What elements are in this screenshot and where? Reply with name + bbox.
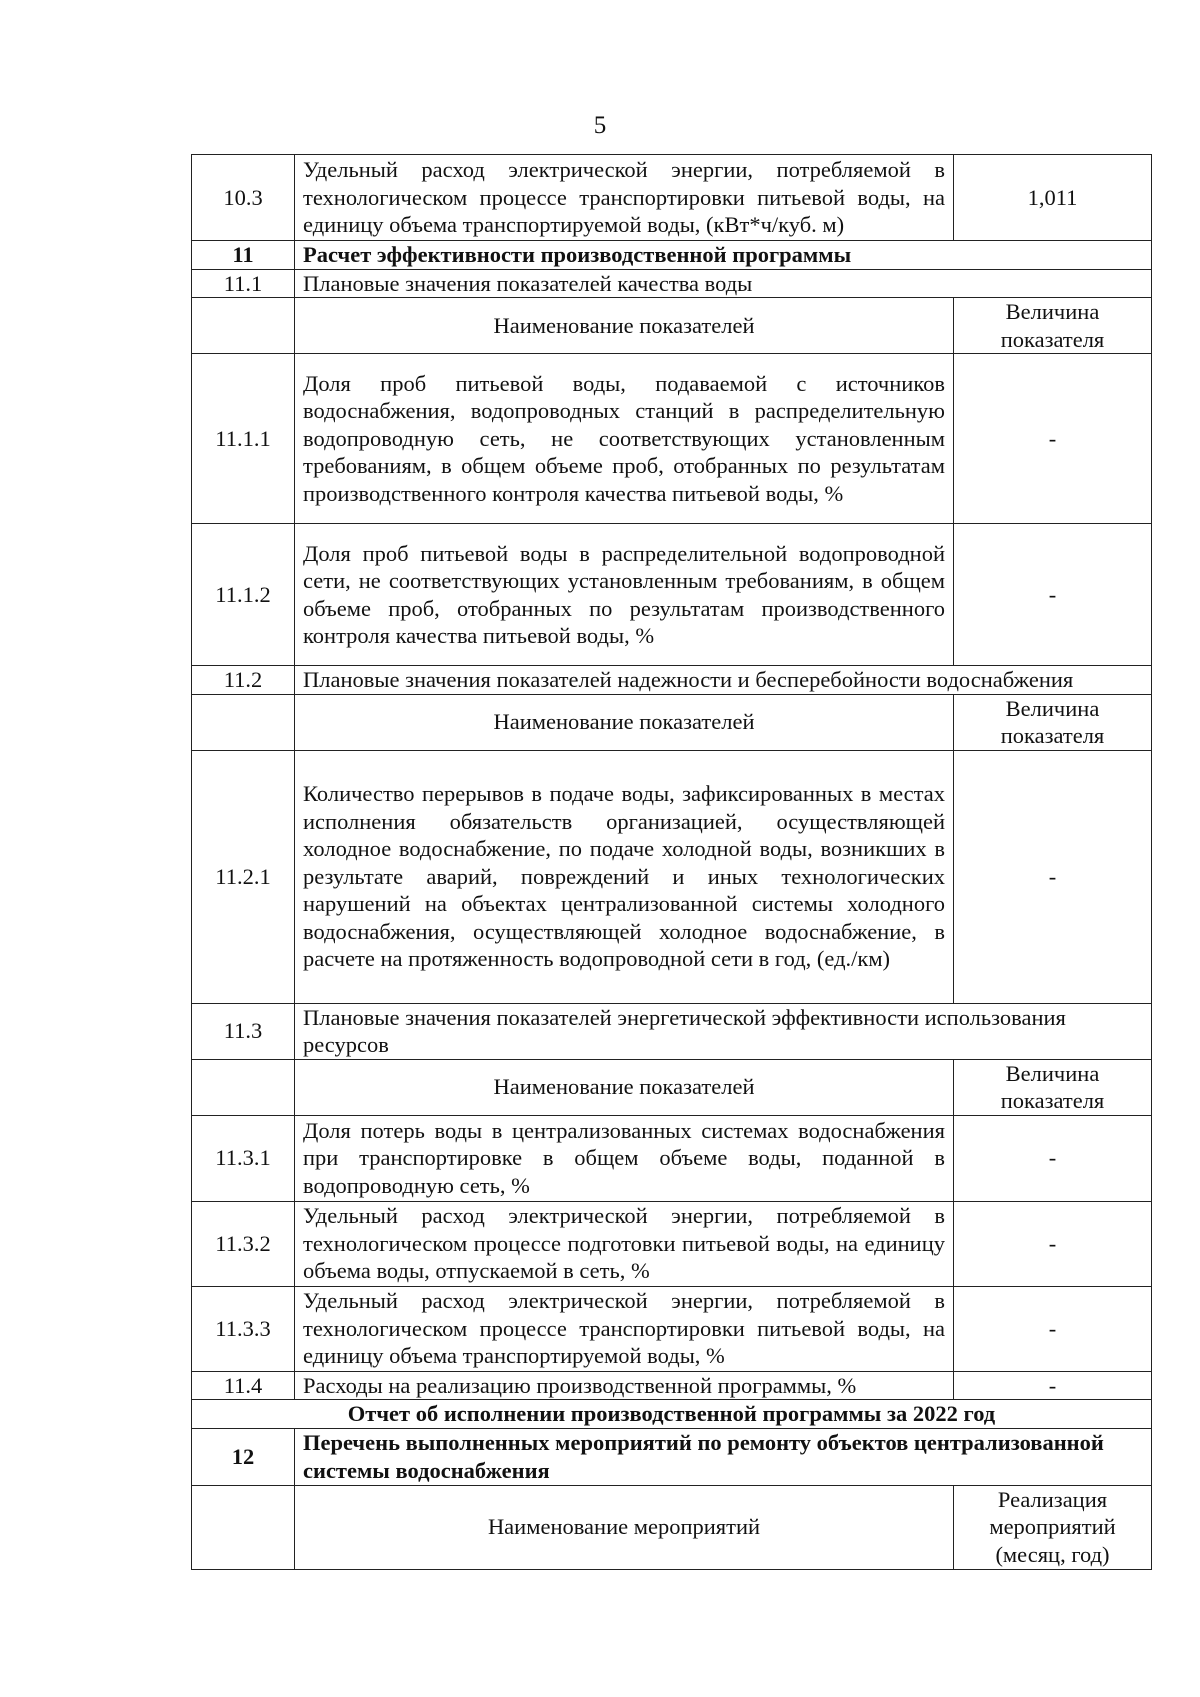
section-title: Расчет эффективности производственной программы bbox=[295, 241, 1152, 270]
row-text: Доля проб питьевой воды в распределительной водопроводной сети, не соответствующих установленным требованиям, в общем объеме проб, отобранных по результатам производственного контроля качества питьевой воды, % bbox=[295, 524, 954, 666]
table-row bbox=[192, 750, 1152, 1003]
header-row bbox=[192, 1485, 1152, 1569]
table-row bbox=[192, 155, 1152, 241]
row-number: 11.2.1 bbox=[192, 750, 295, 1003]
subsection-row bbox=[192, 269, 1152, 298]
table-row bbox=[192, 354, 1152, 524]
row-value: - bbox=[954, 1115, 1152, 1201]
report-heading: Отчет об исполнении производственной программы за 2022 год bbox=[192, 1400, 1152, 1429]
row-number: 11.3 bbox=[192, 1003, 295, 1059]
report-heading-row bbox=[192, 1400, 1152, 1429]
table-row bbox=[192, 1371, 1152, 1400]
column-header-name: Наименование показателей bbox=[295, 694, 954, 750]
row-value: 1,011 bbox=[954, 155, 1152, 241]
row-number: 11.3.3 bbox=[192, 1286, 295, 1371]
row-number: 11.1 bbox=[192, 269, 295, 298]
row-number: 11.1.2 bbox=[192, 524, 295, 666]
row-text: Количество перерывов в подаче воды, зафиксированных в местах исполнения обязательств организацией, осуществляющей холодное водоснабжение, по подаче холодной воды, возникших в результате аварий, повреждений и иных технологических нарушений на объектах централизованной системы холодного водоснабжения, осуществляющей холодное водоснабжение, в расчете на протяженность водопроводной сети в год, (ед./км) bbox=[295, 750, 954, 1003]
row-number: 11.4 bbox=[192, 1371, 295, 1400]
row-number: 11.3.1 bbox=[192, 1115, 295, 1201]
table-row bbox=[192, 1115, 1152, 1201]
row-text: Доля потерь воды в централизованных системах водоснабжения при транспортировке в общем объеме воды, поданной в водопроводную сеть, % bbox=[295, 1115, 954, 1201]
row-number: 12 bbox=[192, 1428, 295, 1485]
indicators-table bbox=[191, 154, 1152, 1570]
column-header-value: Величина показателя bbox=[954, 694, 1152, 750]
row-text: Удельный расход электрической энергии, потребляемой в технологическом процессе транспортировки питьевой воды, на единицу объема транспортируемой воды, (кВт*ч/куб. м) bbox=[295, 155, 954, 241]
row-value: - bbox=[954, 750, 1152, 1003]
column-header-value: Величина показателя bbox=[954, 298, 1152, 354]
row-text: Удельный расход электрической энергии, потребляемой в технологическом процессе транспортировки питьевой воды, на единицу объема транспортируемой воды, % bbox=[295, 1286, 954, 1371]
row-text: Доля проб питьевой воды, подаваемой с источников водоснабжения, водопроводных станций в распределительную водопроводную сеть, не соответствующих установленным требованиям, в общем объеме проб, отобранных по результатам производственного контроля качества питьевой воды, % bbox=[295, 354, 954, 524]
subsection-row bbox=[192, 666, 1152, 695]
header-row bbox=[192, 298, 1152, 354]
section-row bbox=[192, 241, 1152, 270]
row-value: - bbox=[954, 1201, 1152, 1286]
table-row bbox=[192, 1201, 1152, 1286]
table-row bbox=[192, 524, 1152, 666]
column-header-value: Реализация мероприятий (месяц, год) bbox=[954, 1485, 1152, 1569]
page-number: 5 bbox=[593, 112, 607, 139]
row-number: 11.1.1 bbox=[192, 354, 295, 524]
column-header-name: Наименование мероприятий bbox=[295, 1485, 954, 1569]
table-row bbox=[192, 1286, 1152, 1371]
row-text: Удельный расход электрической энергии, потребляемой в технологическом процессе подготовки питьевой воды, на единицу объема воды, отпускаемой в сеть, % bbox=[295, 1201, 954, 1286]
column-header-value: Величина показателя bbox=[954, 1059, 1152, 1115]
column-header-name: Наименование показателей bbox=[295, 298, 954, 354]
subsection-title: Плановые значения показателей качества воды bbox=[295, 269, 1152, 298]
row-value: - bbox=[954, 1286, 1152, 1371]
row-number: 11.3.2 bbox=[192, 1201, 295, 1286]
header-row bbox=[192, 1059, 1152, 1115]
empty-cell bbox=[192, 694, 295, 750]
row-text: Расходы на реализацию производственной программы, % bbox=[295, 1371, 954, 1400]
row-value: - bbox=[954, 524, 1152, 666]
header-row bbox=[192, 694, 1152, 750]
row-number: 11 bbox=[192, 241, 295, 270]
empty-cell bbox=[192, 1059, 295, 1115]
section-title: Перечень выполненных мероприятий по ремонту объектов централизованной системы водоснабжения bbox=[295, 1428, 1152, 1485]
row-number: 11.2 bbox=[192, 666, 295, 695]
row-value: - bbox=[954, 354, 1152, 524]
section-row bbox=[192, 1428, 1152, 1485]
row-value: - bbox=[954, 1371, 1152, 1400]
subsection-row bbox=[192, 1003, 1152, 1059]
column-header-name: Наименование показателей bbox=[295, 1059, 954, 1115]
subsection-title: Плановые значения показателей надежности и бесперебойности водоснабжения bbox=[295, 666, 1152, 695]
subsection-title: Плановые значения показателей энергетической эффективности использования ресурсов bbox=[295, 1003, 1152, 1059]
empty-cell bbox=[192, 1485, 295, 1569]
row-number: 10.3 bbox=[192, 155, 295, 241]
empty-cell bbox=[192, 298, 295, 354]
